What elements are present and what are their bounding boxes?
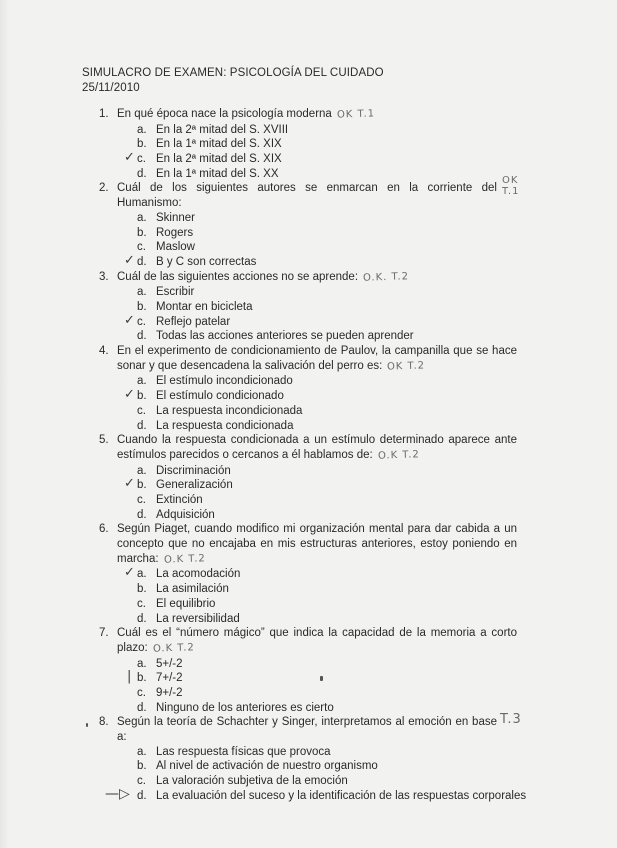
option-text: En la 1ª mitad del S. XIX — [156, 138, 282, 151]
option-letter: c. — [137, 153, 146, 166]
option-letter: b. — [137, 390, 147, 403]
question-number: 2. — [99, 182, 109, 195]
option-letter: c. — [137, 315, 146, 328]
option-b — [0, 300, 617, 315]
option-d — [0, 508, 617, 523]
option-text: Reflejo patelar — [156, 315, 231, 328]
option-letter: d. — [137, 167, 147, 180]
option-d — [0, 329, 617, 344]
option-letter: a. — [137, 568, 147, 581]
option-a — [0, 211, 617, 226]
handwritten-note: T.3 — [500, 712, 522, 728]
option-letter: a. — [137, 211, 147, 224]
option-d — [0, 612, 617, 627]
option-text: Rogers — [156, 226, 194, 239]
question-8 — [0, 712, 617, 803]
option-d — [0, 701, 617, 716]
option-text: Generalización — [156, 479, 233, 492]
option-text: La asimilación — [156, 583, 229, 596]
question-stem — [0, 626, 517, 656]
option-text: 9+/-2 — [156, 687, 183, 700]
checkmark-icon: ✓ — [124, 312, 135, 328]
option-text: 5+/-2 — [156, 657, 183, 670]
question-text: Cuál de los siguientes autores se enmarcan en la corriente del Humanismo: — [117, 182, 497, 210]
checkmark-icon: ✓ — [124, 150, 135, 166]
stray-pen-mark — [86, 723, 88, 727]
handwritten-note: O.K T.2 — [163, 553, 206, 566]
option-b — [0, 137, 617, 152]
option-a — [0, 374, 617, 389]
option-letter: d. — [137, 789, 147, 802]
option-text: Escribir — [156, 286, 195, 299]
handwritten-note: O.K T.2 — [152, 642, 195, 655]
question-stem — [0, 344, 517, 374]
option-letter: d. — [137, 612, 147, 625]
option-c — [0, 404, 617, 419]
option-text: La acomodación — [156, 568, 241, 581]
checkmark-icon: | — [127, 669, 132, 685]
option-text: La evaluación del suceso y la identificación de las respuestas corporales — [156, 789, 527, 802]
question-stem — [0, 433, 517, 463]
option-letter: b. — [137, 226, 147, 239]
option-letter: c. — [137, 597, 146, 610]
handwritten-note: OK T.1 — [502, 175, 520, 198]
option-list — [0, 211, 617, 270]
option-text: Adquisición — [156, 508, 215, 521]
option-letter: a. — [137, 657, 147, 670]
handwritten-note: OK T.1 — [336, 108, 376, 121]
option-text: La respuesta condicionada — [156, 419, 294, 432]
stray-pen-mark — [320, 676, 323, 681]
option-letter: b. — [137, 479, 147, 492]
handwritten-note: O.K. T.2 — [362, 270, 410, 284]
option-letter: a. — [137, 123, 147, 136]
question-text: Según la teoría de Schachter y Singer, interpretamos al emoción en base a: — [117, 716, 497, 744]
option-list — [0, 657, 617, 716]
option-letter: b. — [137, 301, 147, 313]
option-list — [0, 567, 617, 626]
option-list — [0, 374, 617, 433]
arrow-right-icon: —▷ — [105, 785, 130, 802]
question-text: Cuando la respuesta condicionada a un estímulo determinado aparece ante estímulos parecidos o cercanos a él hablamos de: — [117, 434, 517, 461]
option-c — [0, 597, 617, 612]
question-number: 7. — [99, 627, 109, 640]
option-d — [0, 785, 617, 804]
option-a — [0, 657, 617, 672]
question-number: 6. — [99, 523, 109, 536]
option-list — [0, 123, 617, 182]
question-7 — [0, 626, 617, 715]
option-c — [0, 152, 617, 167]
question-stem — [0, 107, 517, 123]
option-text: La reversibilidad — [156, 612, 240, 625]
option-text: La valoración subjetiva de la emoción — [156, 775, 348, 788]
question-3 — [0, 270, 617, 344]
option-a — [0, 285, 617, 300]
option-b — [0, 671, 617, 686]
option-b — [0, 759, 617, 774]
option-text: Extinción — [156, 494, 203, 506]
question-number: 1. — [99, 108, 109, 120]
option-text: Maslow — [156, 241, 195, 254]
question-text: Cuál de las siguientes acciones no se aprende: — [117, 270, 359, 283]
option-text: En la 1ª mitad del S. XX — [156, 167, 279, 180]
option-letter: d. — [137, 419, 147, 432]
option-a — [0, 123, 617, 138]
option-text: En la 2ª mitad del S. XVIII — [156, 123, 289, 136]
option-list — [0, 285, 617, 344]
option-letter: a. — [137, 375, 147, 388]
option-text: Skinner — [156, 211, 195, 224]
option-b — [0, 389, 617, 404]
option-c — [0, 686, 617, 701]
question-2 — [0, 175, 617, 269]
question-stem — [0, 715, 497, 744]
option-text: El equilibrio — [156, 597, 216, 610]
option-c — [0, 312, 617, 330]
question-1 — [0, 107, 617, 181]
option-d — [0, 252, 617, 270]
option-c — [0, 493, 617, 508]
question-number: 8. — [99, 716, 109, 729]
option-text: Ninguno de los anteriores es cierto — [156, 701, 334, 714]
option-b — [0, 226, 617, 241]
question-stem — [0, 522, 517, 567]
option-a — [0, 567, 617, 582]
question-stem — [0, 270, 517, 286]
option-b — [0, 582, 617, 597]
question-text: En el experimento de condicionamiento de Paulov, la campanilla que se hace sonar y que desencadena la salivación del perro es: — [117, 345, 517, 372]
option-letter: a. — [137, 745, 147, 758]
exam-title: SIMULACRO DE EXAMEN: PSICOLOGÍA DEL CUIDADO — [82, 67, 384, 79]
option-d — [0, 419, 617, 434]
option-text: El estímulo incondicionado — [156, 375, 293, 388]
question-number: 4. — [99, 345, 109, 358]
question-5 — [0, 433, 617, 522]
checkmark-icon: ✓ — [124, 476, 135, 492]
option-list — [0, 464, 617, 523]
option-text: Montar en bicicleta — [156, 301, 253, 313]
option-text: El estímulo condicionado — [156, 390, 284, 403]
option-letter: c. — [137, 404, 146, 417]
option-text: Las respuesta físicas que provoca — [156, 745, 331, 758]
option-letter: b. — [137, 583, 147, 596]
option-letter: a. — [137, 464, 147, 477]
option-letter: b. — [137, 760, 147, 773]
question-4 — [0, 344, 617, 433]
option-letter: d. — [137, 255, 147, 268]
question-text: En qué época nace la psicología moderna — [117, 108, 332, 120]
question-number: 5. — [99, 434, 109, 447]
option-a — [0, 464, 617, 479]
exam-header — [82, 66, 384, 96]
handwritten-note: OK T.2 — [387, 360, 426, 373]
question-list — [0, 107, 617, 804]
option-letter: d. — [137, 508, 147, 521]
question-stem — [0, 181, 497, 210]
option-letter: c. — [137, 494, 146, 506]
option-a — [0, 745, 617, 760]
option-letter: b. — [137, 138, 147, 151]
option-text: Todas las acciones anteriores se pueden aprender — [156, 330, 414, 343]
option-letter: c. — [137, 775, 146, 788]
option-b — [0, 478, 617, 493]
option-text: 7+/-2 — [156, 672, 183, 685]
option-text: B y C son correctas — [156, 255, 257, 268]
question-number: 3. — [99, 270, 109, 283]
checkmark-icon: ✓ — [124, 252, 135, 268]
checkmark-icon: ✓ — [124, 565, 135, 581]
option-text: La respuesta incondicionada — [156, 404, 303, 417]
option-letter: c. — [137, 687, 146, 700]
option-c — [0, 774, 617, 789]
question-6 — [0, 522, 617, 626]
checkmark-icon: ✓ — [124, 387, 135, 403]
option-letter: d. — [137, 330, 147, 343]
exam-date: 25/11/2010 — [82, 82, 140, 94]
option-letter: d. — [137, 701, 147, 714]
handwritten-note: O.K T.2 — [377, 449, 420, 462]
option-c — [0, 240, 617, 255]
question-text: Según Piaget, cuando modifico mi organización mental para dar cabida a un concepto que no encajaba en mis estructuras anteriores, estoy poniendo en marcha: — [117, 523, 517, 565]
option-text: En la 2ª mitad del S. XIX — [156, 153, 282, 166]
question-text: Cuál es el “número mágico” que indica la capacidad de la memoria a corto plazo: — [117, 627, 517, 654]
option-letter: c. — [137, 241, 146, 254]
option-list — [0, 745, 617, 804]
option-letter: a. — [137, 286, 147, 299]
option-text: Al nivel de activación de nuestro organismo — [156, 760, 378, 773]
option-text: Discriminación — [156, 464, 231, 477]
option-letter: b. — [137, 672, 147, 685]
